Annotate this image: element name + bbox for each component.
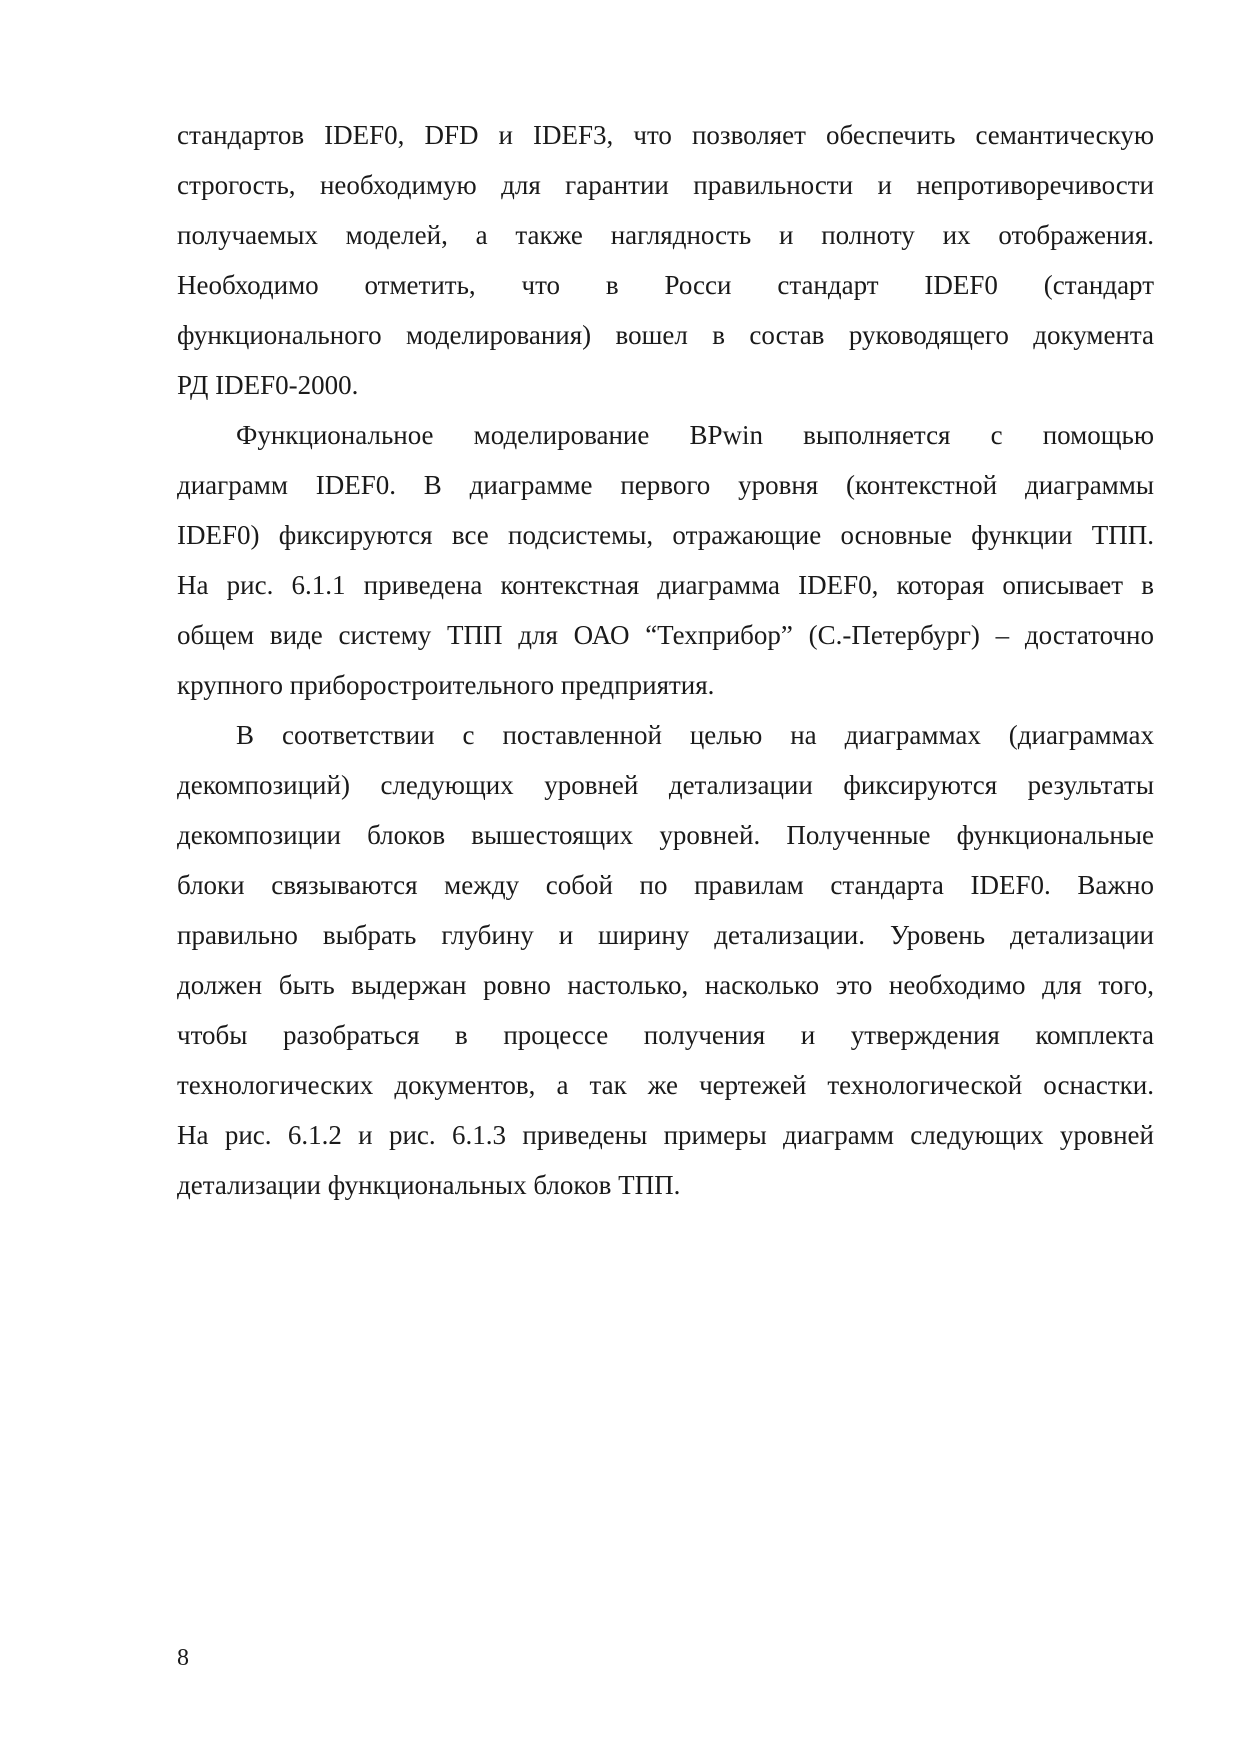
text-line: декомпозиций) следующих уровней детализации фиксируются результаты	[177, 770, 1154, 800]
text-line: На рис. 6.1.1 приведена контекстная диаграмма IDEF0, которая описывает в	[177, 570, 1154, 600]
paragraph-2	[177, 410, 1154, 710]
text-line: блоки связываются между собой по правилам стандарта IDEF0. Важно	[177, 870, 1154, 900]
text-line: В соответствии с поставленной целью на диаграммах (диаграммах	[236, 720, 1154, 750]
text-line: РД IDEF0-2000.	[177, 370, 359, 400]
text-line: диаграмм IDEF0. В диаграмме первого уровня (контекстной диаграммы	[177, 470, 1154, 500]
text-line: Необходимо отметить, что в Росси стандарт IDEF0 (стандарт	[177, 270, 1154, 300]
text-line: крупного приборостроительного предприятия.	[177, 670, 715, 700]
paragraph-1	[177, 110, 1154, 410]
document-page	[177, 110, 1154, 1210]
text-line: должен быть выдержан ровно настолько, насколько это необходимо для того,	[177, 970, 1154, 1000]
text-line: чтобы разобраться в процессе получения и утверждения комплекта	[177, 1020, 1154, 1050]
text-line: строгость, необходимую для гарантии правильности и непротиворечивости	[177, 170, 1154, 200]
text-line: На рис. 6.1.2 и рис. 6.1.3 приведены примеры диаграмм следующих уровней	[177, 1120, 1154, 1150]
text-line: стандартов IDEF0, DFD и IDEF3, что позволяет обеспечить семантическую	[177, 120, 1154, 150]
paragraph-3	[177, 710, 1154, 1210]
text-line: IDEF0) фиксируются все подсистемы, отражающие основные функции ТПП.	[177, 520, 1154, 550]
text-line: детализации функциональных блоков ТПП.	[177, 1170, 681, 1200]
page-number: 8	[177, 1645, 189, 1671]
text-line: технологических документов, а так же чертежей технологической оснастки.	[177, 1070, 1154, 1100]
text-line: общем виде систему ТПП для ОАО “Техприбор” (С.-Петербург) – достаточно	[177, 620, 1154, 650]
text-line: правильно выбрать глубину и ширину детализации. Уровень детализации	[177, 920, 1154, 950]
text-line: Функциональное моделирование BPwin выполняется с помощью	[236, 420, 1154, 450]
text-line: декомпозиции блоков вышестоящих уровней. Полученные функциональные	[177, 820, 1154, 850]
text-line: функционального моделирования) вошел в состав руководящего документа	[177, 320, 1154, 350]
text-line: получаемых моделей, а также наглядность и полноту их отображения.	[177, 220, 1154, 250]
